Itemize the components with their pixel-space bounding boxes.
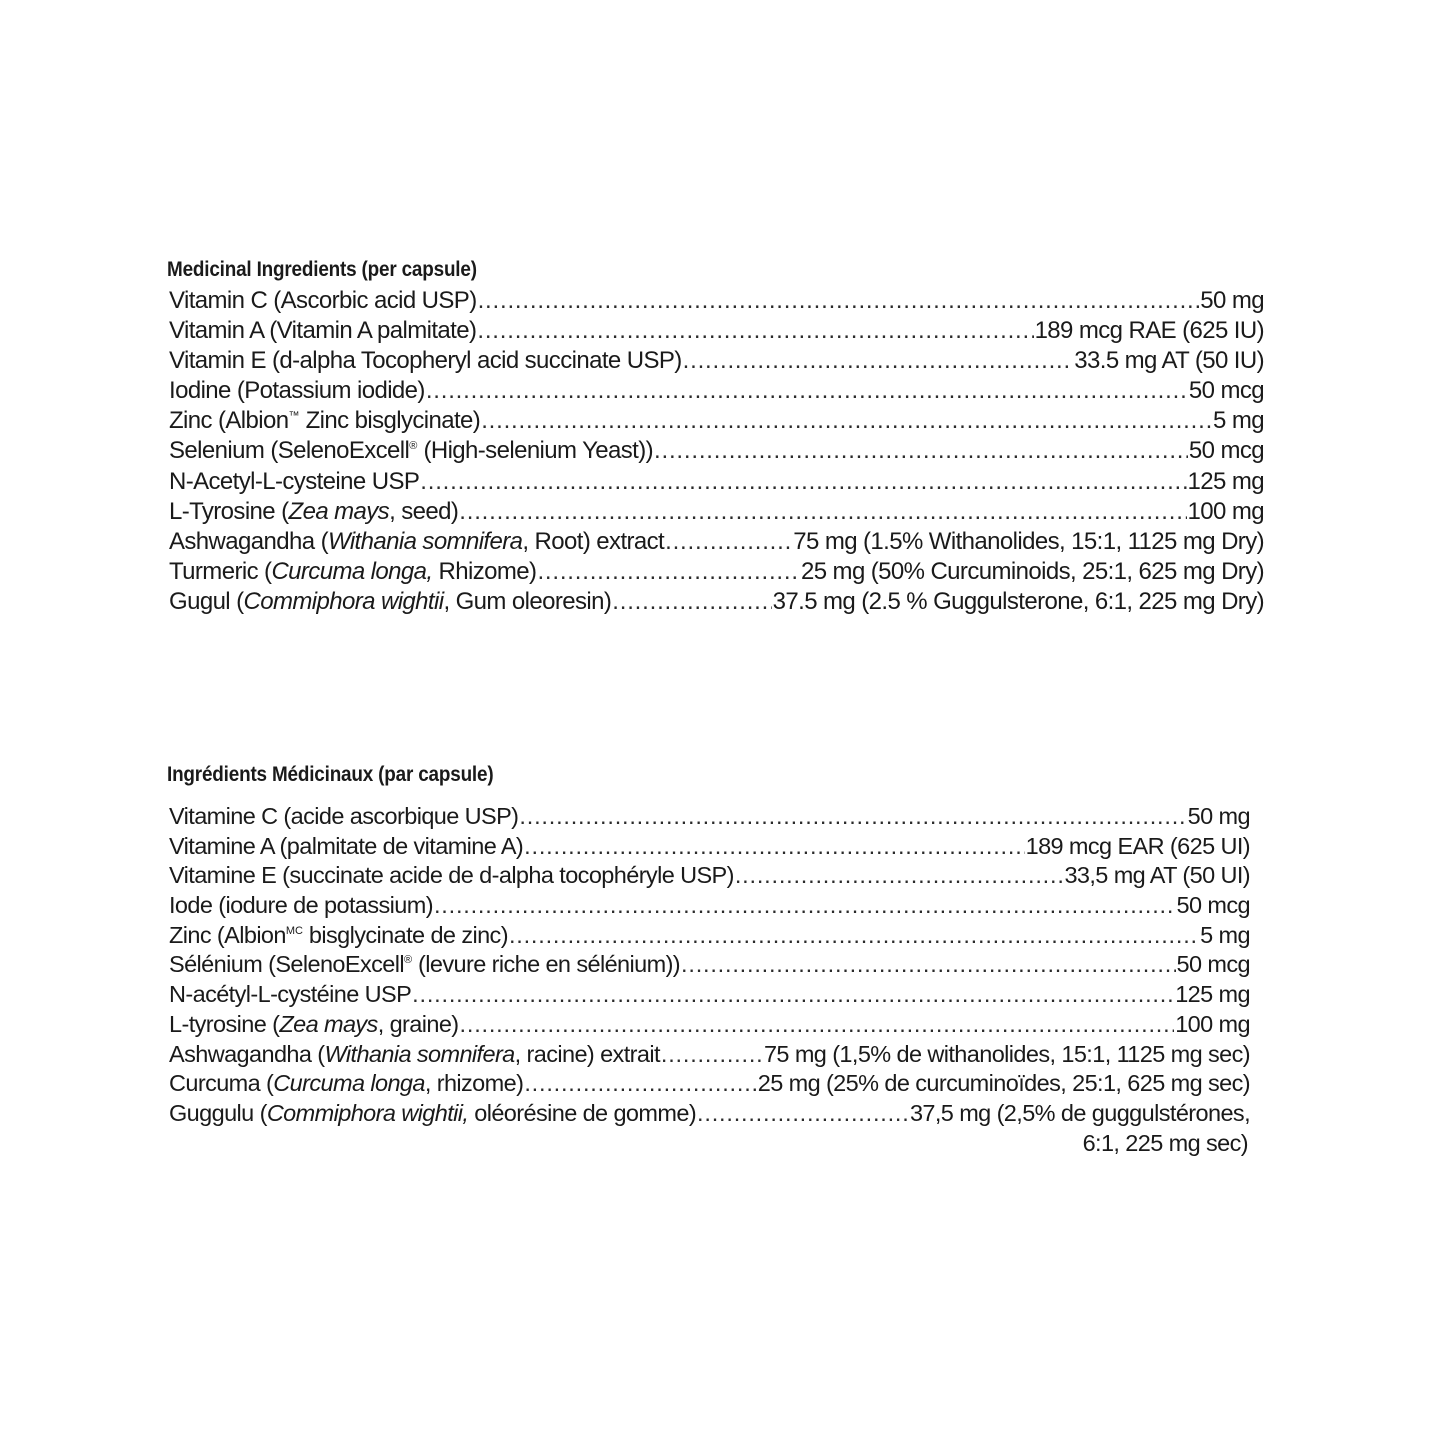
dot-leader [537, 557, 800, 587]
french-ingredient-list [167, 802, 1250, 1158]
ingredient-name: Turmeric (Curcuma longa, Rhizome) [169, 557, 537, 585]
ingredient-row [169, 802, 1250, 832]
dot-leader [477, 316, 1033, 346]
ingredient-name: Gugul (Commiphora wightii, Gum oleoresin) [169, 587, 612, 615]
ingredient-row [169, 286, 1264, 316]
ingredient-name: Vitamin C (Ascorbic acid USP) [169, 287, 477, 314]
registered-mark: ® [409, 440, 418, 453]
ingredient-row [169, 861, 1250, 891]
ingredient-row [169, 832, 1250, 862]
ingredient-amount: 189 mcg RAE (625 IU) [1034, 317, 1264, 345]
ingredient-amount: 50 mcg [1188, 437, 1264, 465]
dot-leader [612, 587, 771, 617]
dot-leader [420, 467, 1186, 497]
ingredient-row [169, 950, 1250, 980]
dot-leader [697, 1099, 909, 1129]
ingredient-amount: 75 mg (1,5% de withanolides, 15:1, 1125 mg sec) [763, 1040, 1250, 1067]
dot-leader [478, 286, 1200, 316]
dot-leader [509, 921, 1199, 951]
ingredient-row [169, 921, 1250, 951]
ingredient-row [169, 527, 1264, 557]
dot-leader [481, 406, 1212, 436]
ingredient-amount: 5 mg [1200, 921, 1250, 948]
ingredient-amount: 25 mg (50% Curcuminoids, 25:1, 625 mg Dry) [800, 557, 1264, 585]
english-ingredients-panel [167, 258, 1264, 617]
ingredient-amount: 5 mg [1213, 407, 1264, 435]
ingredient-amount: 189 mcg EAR (625 UI) [1025, 832, 1250, 859]
ingredient-row [169, 1040, 1250, 1070]
ingredient-name: Ashwagandha (Withania somnifera, racine) extrait [169, 1040, 660, 1067]
ingredient-row [169, 376, 1264, 406]
ingredient-row [169, 436, 1264, 466]
ingredient-name: Vitamine C (acide ascorbique USP) [169, 803, 519, 829]
ingredient-amount: 50 mcg [1176, 951, 1250, 978]
ingredient-name: Selenium (SelenoExcell® (High-selenium Yeast)) [169, 437, 654, 465]
dot-leader [524, 1069, 756, 1099]
dot-leader [519, 802, 1186, 832]
ingredient-name: Vitamine E (succinate acide de d-alpha tocophéryle USP) [169, 862, 734, 889]
dot-leader [524, 832, 1024, 862]
ingredient-amount: 37.5 mg (2.5 % Guggulsterone, 6:1, 225 mg Dry) [772, 587, 1264, 615]
dot-leader [683, 346, 1074, 376]
trademark-mark: ™ [288, 410, 300, 423]
registered-mark: ® [404, 954, 413, 967]
ingredient-name: N-Acetyl-L-cysteine USP [169, 467, 420, 495]
ingredient-amount: 50 mg [1200, 287, 1264, 314]
dot-leader [654, 436, 1188, 466]
dot-leader [735, 861, 1064, 891]
dot-leader [434, 891, 1176, 921]
dot-leader [665, 527, 792, 557]
ingredient-amount: 75 mg (1.5% Withanolides, 15:1, 1125 mg Dry) [793, 527, 1264, 555]
ingredient-amount: 37,5 mg (2,5% de guggulstérones, [909, 1099, 1250, 1126]
ingredient-row [169, 1099, 1250, 1129]
dot-leader [661, 1040, 763, 1070]
ingredient-name: Vitamin E (d-alpha Tocopheryl acid succinate USP) [169, 347, 682, 375]
ingredient-amount: 25 mg (25% de curcuminoïdes, 25:1, 625 mg sec) [757, 1070, 1250, 1097]
ingredient-amount: 50 mcg [1188, 377, 1264, 405]
ingredient-row [169, 406, 1264, 436]
ingredient-row [169, 1069, 1250, 1099]
ingredient-row [169, 467, 1264, 497]
amount-continuation: 6:1, 225 mg sec) [1082, 1129, 1248, 1156]
ingredient-name: N-acétyl-L-cystéine USP [169, 981, 412, 1008]
ingredient-row [169, 587, 1264, 617]
trademark-mark: MC [285, 924, 303, 937]
ingredient-row [169, 980, 1250, 1010]
ingredient-amount: 50 mcg [1176, 892, 1250, 919]
dot-leader [459, 497, 1186, 527]
ingredient-amount: 125 mg [1187, 467, 1264, 495]
ingredient-name: L-tyrosine (Zea mays, graine) [169, 1010, 459, 1037]
french-heading: Ingrédients Médicinaux (par capsule) [167, 763, 494, 786]
english-heading: Medicinal Ingredients (per capsule) [167, 258, 477, 281]
dot-leader [460, 1010, 1175, 1040]
ingredient-row [169, 497, 1264, 527]
ingredient-name: L-Tyrosine (Zea mays, seed) [169, 497, 459, 525]
ingredient-name: Vitamine A (palmitate de vitamine A) [169, 832, 524, 859]
ingredient-row [169, 557, 1264, 587]
ingredient-name: Sélénium (SelenoExcell® (levure riche en sélénium)) [169, 951, 681, 978]
ingredient-name: Iodine (Potassium iodide) [169, 377, 425, 405]
ingredient-row [169, 1010, 1250, 1040]
ingredient-amount: 33.5 mg AT (50 IU) [1074, 347, 1264, 375]
ingredient-name: Zinc (Albion™ Zinc bisglycinate) [169, 407, 481, 435]
english-ingredient-list [167, 286, 1264, 617]
ingredient-amount: 125 mg [1175, 981, 1250, 1008]
ingredient-name: Iode (iodure de potassium) [169, 892, 433, 919]
ingredient-name: Curcuma (Curcuma longa, rhizome) [169, 1070, 524, 1097]
ingredient-row [169, 316, 1264, 346]
ingredient-row [169, 346, 1264, 376]
ingredient-name: Zinc (Albion$^{MC}$ bisglycinate de zinc) [169, 921, 508, 948]
ingredient-amount: 100 mg [1175, 1010, 1250, 1037]
ingredient-name: Ashwagandha (Withania somnifera, Root) extract [169, 527, 665, 555]
ingredient-amount: 33,5 mg AT (50 UI) [1064, 862, 1250, 889]
ingredient-name: Guggulu (Commiphora wightii, oléorésine de gomme) [169, 1099, 697, 1126]
french-ingredients-panel [167, 763, 1250, 1158]
ingredient-name: Vitamin A (Vitamin A palmitate) [169, 317, 477, 345]
ingredient-amount: 50 mg [1187, 803, 1250, 829]
ingredient-row [169, 891, 1250, 921]
dot-leader [681, 950, 1176, 980]
dot-leader [412, 980, 1174, 1010]
ingredient-amount: 100 mg [1187, 497, 1264, 525]
dot-leader [426, 376, 1188, 406]
